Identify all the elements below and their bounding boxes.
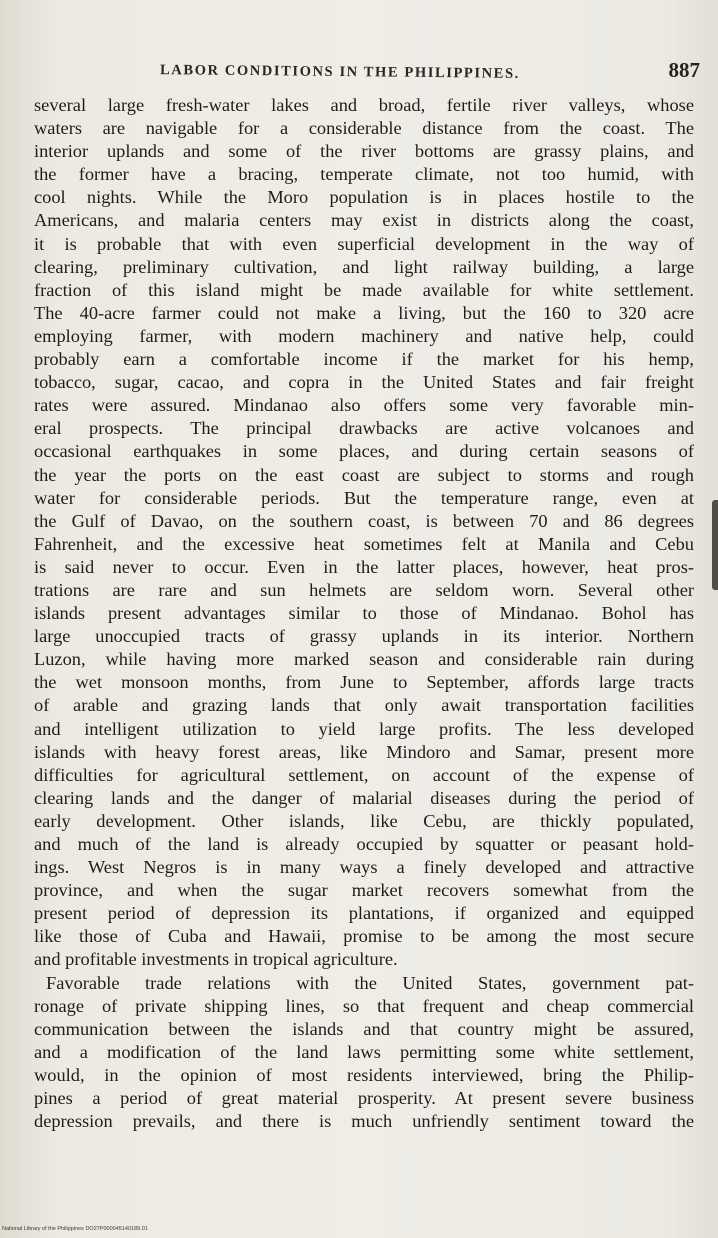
text-line: difficulties for agricultural settlement, on account of the expense of [34,764,694,785]
text-line: present period of depression its plantations, if organized and equipped [34,903,694,924]
text-line: water for considerable periods. But the temperature range, even at [34,487,694,508]
text-line: islands with heavy forest areas, like Mindoro and Samar, present more [34,741,694,762]
text-line: would, in the opinion of most residents interviewed, bring the Philip- [34,1064,694,1085]
paragraph [34,972,694,1134]
text-line: fraction of this island might be made available for white settlement. [34,279,694,300]
text-line: pines a period of great material prosperity. At present severe business [34,1088,694,1109]
text-line: Luzon, while having more marked season and considerable rain during [34,649,694,670]
binding-shadow [712,500,718,590]
text-line: eral prospects. The principal drawbacks are active volcanoes and [34,418,694,439]
text-line: the former have a bracing, temperate climate, not too humid, with [34,164,694,185]
text-line: probably earn a comfortable income if the market for his hemp, [34,349,694,370]
text-line: waters are navigable for a considerable distance from the coast. The [34,118,694,139]
text-line: and profitable investments in tropical agriculture. [34,949,398,970]
text-line: and much of the land is already occupied by squatter or peasant hold- [34,834,694,854]
text-line: occasional earthquakes in some places, and during certain seasons of [34,441,694,462]
text-line: the wet monsoon months, from June to September, affords large tracts [34,672,694,693]
scan-credit: National Library of the Philippines DO27P000045140189.01 [2,1226,148,1232]
text-line: like those of Cuba and Hawaii, promise to be among the most secure [34,926,694,947]
text-line: islands present advantages similar to those of Mindanao. Bohol has [34,603,694,624]
text-line: it is probable that with even superficial development in the way of [34,233,694,254]
page-number: 887 [668,58,700,82]
running-title: LABOR CONDITIONS IN THE PHILIPPINES. [159,62,520,82]
text-line: clearing lands and the danger of malarial diseases during the period of [34,787,694,808]
text-line: rates were assured. Mindanao also offers some very favorable min- [34,395,694,416]
text-line: the year the ports on the east coast are subject to storms and rough [34,464,694,485]
text-line: clearing, preliminary cultivation, and light railway building, a large [34,256,694,277]
text-line: is said never to occur. Even in the latter places, however, heat pros- [34,556,694,577]
text-line: employing farmer, with modern machinery and native help, could [34,325,694,346]
text-line: ronage of private shipping lines, so that frequent and cheap commercial [34,995,694,1016]
text-line: early development. Other islands, like Cebu, are thickly populated, [34,810,694,831]
text-line: and a modification of the land laws permitting some white settlement, [34,1041,694,1062]
text-line: large unoccupied tracts of grassy uplands in its interior. Northern [34,626,694,647]
text-line: province, and when the sugar market recovers somewhat from the [34,880,694,901]
text-line: Favorable trade relations with the United States, government pat- [46,972,694,993]
text-line: the Gulf of Davao, on the southern coast, is between 70 and 86 degrees [34,510,694,531]
text-line: Fahrenheit, and the excessive heat sometimes felt at Manila and Cebu [34,533,694,554]
text-line: of arable and grazing lands that only await transportation facilities [34,695,694,716]
page-header [40,58,700,92]
text-line: communication between the islands and that country might be assured, [34,1018,694,1039]
paragraph [34,94,694,972]
text-line: depression prevails, and there is much unfriendly sentiment toward the [34,1111,694,1132]
text-line: and intelligent utilization to yield large profits. The less developed [34,718,694,739]
body-text [34,94,694,1133]
text-line: ings. West Negros is in many ways a finely developed and attractive [34,857,694,878]
text-line: several large fresh-water lakes and broad, fertile river valleys, whose [34,95,694,115]
text-line: The 40-acre farmer could not make a living, but the 160 to 320 acre [34,302,694,323]
text-line: trations are rare and sun helmets are seldom worn. Several other [34,579,694,600]
text-line: Americans, and malaria centers may exist in districts along the coast, [34,210,694,231]
text-line: interior uplands and some of the river bottoms are grassy plains, and [34,141,694,162]
text-line: cool nights. While the Moro population is in places hostile to the [34,187,694,208]
text-line: tobacco, sugar, cacao, and copra in the United States and fair freight [34,372,694,393]
